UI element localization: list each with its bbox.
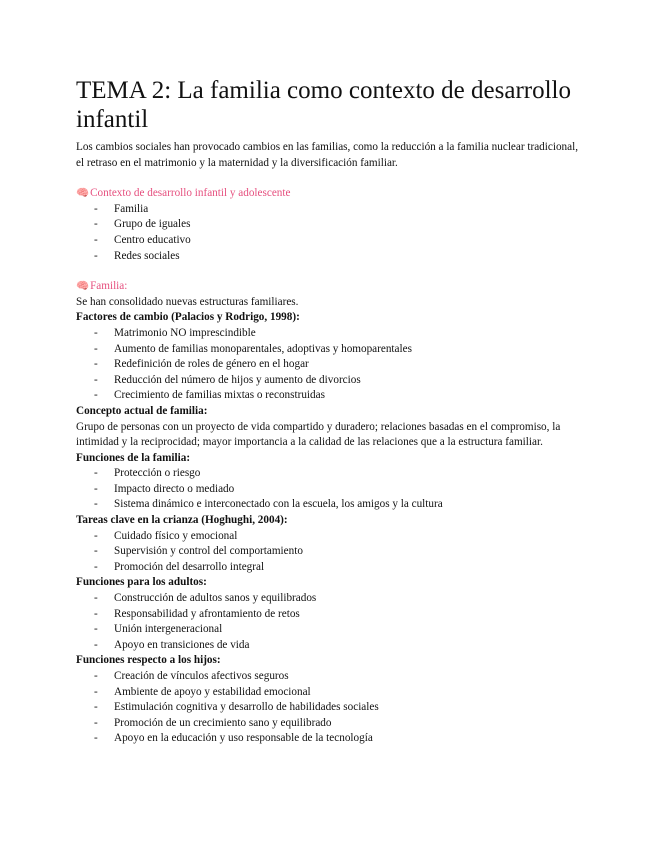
section-heading-label: Contexto de desarrollo infantil y adolescente — [90, 187, 291, 200]
hijos-list — [76, 669, 581, 747]
list-item: - Responsabilidad y afrontamiento de retos — [76, 607, 581, 623]
hijos-heading: Funciones respecto a los hijos: — [76, 654, 221, 667]
contexto-list — [76, 202, 581, 264]
list-item: - Crecimiento de familias mixtas o reconstruidas — [76, 388, 581, 404]
list-item: - Redefinición de roles de género en el hogar — [76, 357, 581, 373]
list-item: - Estimulación cognitiva y desarrollo de habilidades sociales — [76, 700, 581, 716]
section-heading-label: Familia: — [90, 280, 128, 293]
list-item: - Protección o riesgo — [76, 466, 581, 482]
list-item: - Cuidado físico y emocional — [76, 529, 581, 545]
funciones-list — [76, 466, 581, 513]
brain-icon: 🧠 — [76, 281, 90, 293]
concepto-text: Grupo de personas con un proyecto de vida compartido y duradero; relaciones basadas en el compromiso, la intimidad y la reciprocidad; mayor importancia a la calidad de las relaciones que a la estructura familiar. — [76, 420, 561, 449]
factores-heading: Factores de cambio (Palacios y Rodrigo, 1998): — [76, 311, 300, 324]
tareas-heading: Tareas clave en la crianza (Hoghughi, 2004): — [76, 514, 288, 527]
list-item: - Unión intergeneracional — [76, 622, 581, 638]
familia-intro: Se han consolidado nuevas estructuras familiares. — [76, 295, 299, 308]
list-item: - Apoyo en transiciones de vida — [76, 638, 581, 654]
funciones-heading: Funciones de la familia: — [76, 451, 191, 464]
list-item: - Sistema dinámico e interconectado con la escuela, los amigos y la cultura — [76, 497, 581, 513]
list-item: - Promoción de un crecimiento sano y equilibrado — [76, 716, 581, 732]
list-item: - Supervisión y control del comportamiento — [76, 544, 581, 560]
list-item: - Aumento de familias monoparentales, adoptivas y homoparentales — [76, 342, 581, 358]
list-item: - Promoción del desarrollo integral — [76, 560, 581, 576]
section-heading-contexto — [76, 186, 581, 202]
list-item: - Matrimonio NO imprescindible — [76, 326, 581, 342]
concepto-heading: Concepto actual de familia: — [76, 404, 208, 417]
list-item: - Creación de vínculos afectivos seguros — [76, 669, 581, 685]
tareas-list — [76, 529, 581, 576]
list-item: - Centro educativo — [76, 233, 581, 249]
list-item: - Ambiente de apoyo y estabilidad emocional — [76, 685, 581, 701]
section-heading-familia — [76, 279, 581, 295]
list-item: - Apoyo en la educación y uso responsable de la tecnología — [76, 731, 581, 747]
list-item: - Construcción de adultos sanos y equilibrados — [76, 591, 581, 607]
factores-list — [76, 326, 581, 404]
list-item: - Redes sociales — [76, 249, 581, 265]
list-item: - Impacto directo o mediado — [76, 482, 581, 498]
page-title: TEMA 2: La familia como contexto de desarrollo infantil — [76, 77, 571, 133]
adultos-heading: Funciones para los adultos: — [76, 576, 207, 589]
list-item: - Reducción del número de hijos y aumento de divorcios — [76, 373, 581, 389]
list-item: - Familia — [76, 202, 581, 218]
adultos-list — [76, 591, 581, 653]
intro-paragraph: Los cambios sociales han provocado cambios en las familias, como la reducción a la familia nuclear tradicional, el retraso en el matrimonio y la maternidad y la diversificación familiar. — [76, 141, 579, 169]
list-item: - Grupo de iguales — [76, 217, 581, 233]
brain-icon: 🧠 — [76, 188, 90, 200]
